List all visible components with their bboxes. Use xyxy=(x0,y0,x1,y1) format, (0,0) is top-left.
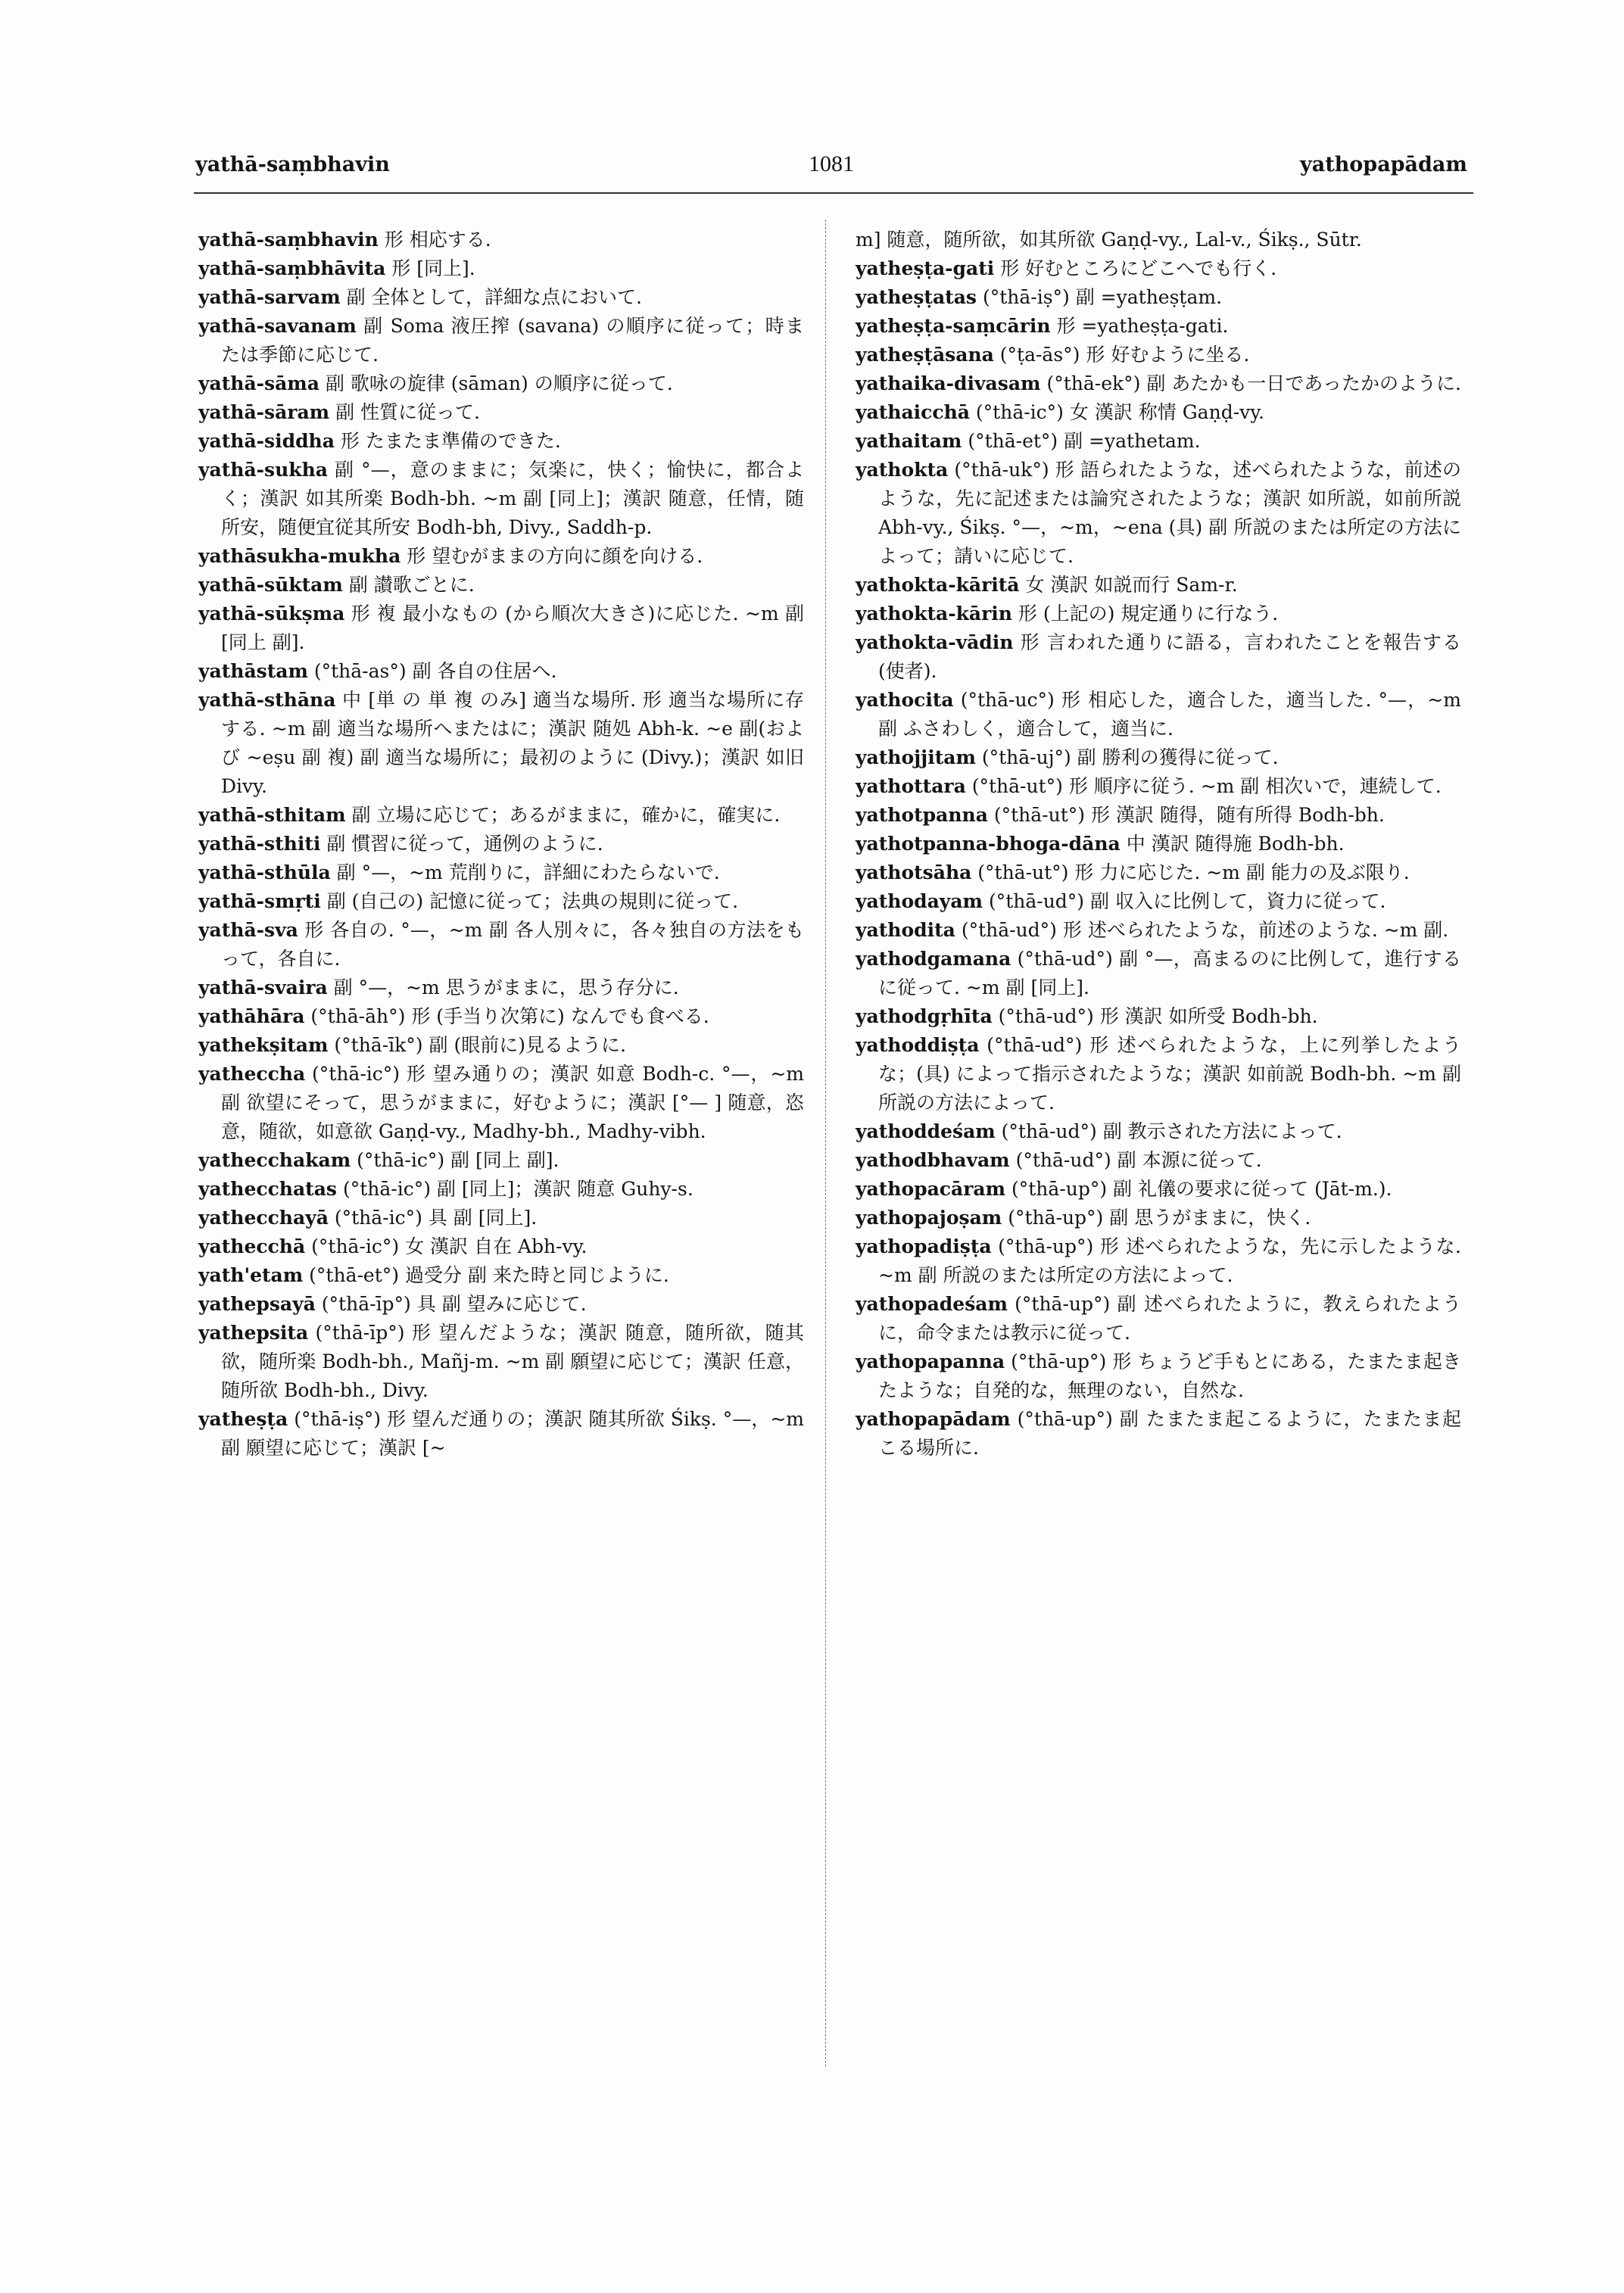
definition: 形 たまたま準備のできた. xyxy=(340,430,561,452)
definition: (°thā-ic°) 具 副 [同上]. xyxy=(334,1207,538,1229)
dictionary-entry xyxy=(198,542,804,571)
headword: yathā-sūktam xyxy=(198,574,343,596)
headword: yathokta xyxy=(856,459,949,481)
definition: (°thā-et°) 過受分 副 来た時と同じように. xyxy=(309,1264,669,1286)
definition: (°thā-ud°) 形 述べられたような，前述のような. ~m 副. xyxy=(961,919,1449,941)
headword: yathodayam xyxy=(856,890,983,912)
headword: yathepsita xyxy=(198,1322,309,1344)
definition: 形 (上記の) 規定通りに行なう. xyxy=(1018,603,1279,625)
dictionary-entry xyxy=(856,456,1461,571)
dictionary-entry xyxy=(198,887,804,916)
definition: (°thā-āh°) 形 (手当り次第に) なんでも食べる. xyxy=(310,1005,709,1027)
definition: (°thā-ut°) 形 力に応じた. ~m 副 能力の及ぶ限り. xyxy=(977,861,1410,883)
headword: yathecchа xyxy=(198,1063,306,1085)
headword: yathopadiṣṭa xyxy=(856,1235,992,1257)
dictionary-entry xyxy=(856,312,1461,341)
headword: yathotpanna xyxy=(856,804,988,826)
definition: 副 歌咏の旋律 (sāman) の順序に従って. xyxy=(325,372,673,394)
dictionary-entry xyxy=(198,571,804,600)
headword: yatheṣṭatas xyxy=(856,286,977,308)
headword: yathokta-vādin xyxy=(856,631,1014,653)
dictionary-entry xyxy=(856,398,1461,427)
definition: 女 漢訳 如説而行 Sam-r. xyxy=(1025,574,1238,596)
definition: 形 言われた通りに語る，言われたことを報告する (使者). xyxy=(878,631,1461,682)
definition: 副 °—，~m 荒削りに，詳細にわたらないで. xyxy=(336,861,720,883)
definition: (°thā-īp°) 形 望んだような；漢訳 随意，随所欲，随其欲，随所楽 Bodh-bh., Mañj-m. ~m 副 願望に応じて；漢訳 任意，随所欲 Bodh-bh., Divy. xyxy=(221,1322,804,1401)
dictionary-entry xyxy=(856,571,1461,600)
right-column xyxy=(856,226,1461,1463)
headword: yathaika-divasam xyxy=(856,372,1041,394)
headword: yathā-sukha xyxy=(198,459,328,481)
dictionary-entry xyxy=(198,974,804,1002)
headword: yathojjitam xyxy=(856,746,976,768)
headword: yathokta-kārin xyxy=(856,603,1012,625)
headword: yathopajoṣam xyxy=(856,1207,1002,1229)
dictionary-entry xyxy=(198,657,804,686)
page-number: 1081 xyxy=(809,151,854,176)
definition: (°thā-ut°) 形 順序に従う. ~m 副 相次いで，連続して. xyxy=(971,775,1442,797)
definition: 副 全体として，詳細な点において. xyxy=(346,286,643,308)
definition: (°thā-up°) 形 述べられたような，先に示したような. ~m 副 所説のまたは所定の方法によって. xyxy=(878,1235,1461,1286)
headword: yathecchakam xyxy=(198,1149,351,1171)
definition: 副 性質に従って. xyxy=(335,401,480,423)
definition: (°thā-ic°) 女 漢訳 自在 Abh-vy. xyxy=(311,1235,588,1257)
dictionary-entry xyxy=(198,600,804,657)
definition: (°thā-uc°) 形 相応した，適合した，適当した. °—，~m 副 ふさわしく，適合して，適当に. xyxy=(878,689,1461,740)
definition: (°thā-īk°) 副 (眼前に)見るように. xyxy=(334,1034,626,1056)
headword: yathekṣitam xyxy=(198,1034,329,1056)
dictionary-entry xyxy=(856,1290,1461,1347)
headword: yatheṣṭa-gati xyxy=(856,257,995,279)
headword: yathodgamana xyxy=(856,948,1011,970)
dictionary-entry xyxy=(856,600,1461,628)
dictionary-entry xyxy=(198,1204,804,1232)
definition: (°thā-ud°) 副 教示された方法によって. xyxy=(1001,1120,1342,1142)
definition: (°ṭa-ās°) 形 好むように坐る. xyxy=(999,344,1250,366)
dictionary-entry xyxy=(198,1175,804,1204)
dictionary-entry xyxy=(198,398,804,427)
dictionary-entry xyxy=(198,830,804,858)
definition: (°thā-up°) 副 述べられたように，教えられたように，命令または教示に従って. xyxy=(878,1293,1461,1344)
definition: (°thā-iṣ°) 形 望んだ通りの；漢訳 随其所欲 Śikṣ. °—，~m 副 願望に応じて；漢訳 [~ xyxy=(221,1408,804,1459)
definition: (°thā-ud°) 形 述べられたような，上に列挙したような；(具) によって指示されたような；漢訳 如前説 Bodh-bh. ~m 副 所説の方法によって. xyxy=(878,1034,1461,1114)
dictionary-entry xyxy=(198,916,804,974)
dictionary-entry xyxy=(198,427,804,456)
definition: (°thā-as°) 副 各自の住居へ. xyxy=(313,660,557,682)
headword: yath'etam xyxy=(198,1264,304,1286)
page-header xyxy=(195,153,1467,183)
dictionary-entry xyxy=(198,1031,804,1060)
headword: yathā-sarvam xyxy=(198,286,341,308)
headword: yathodgṛhīta xyxy=(856,1005,993,1027)
headword: yathopapādam xyxy=(856,1408,1011,1430)
definition: (°thā-ic°) 女 漢訳 称情 Gaṇḍ-vy. xyxy=(975,401,1265,423)
definition: (°thā-up°) 形 ちょうど手もとにある，たまたま起きたような；自発的な，無理のない，自然な. xyxy=(878,1351,1461,1401)
dictionary-entry xyxy=(856,916,1461,945)
dictionary-entry xyxy=(856,1347,1461,1405)
dictionary-entry xyxy=(856,858,1461,887)
definition: (°thā-īp°) 具 副 望みに応じて. xyxy=(321,1293,587,1315)
headword: yathā-sāma xyxy=(198,372,320,394)
dictionary-entry xyxy=(198,1319,804,1405)
definition: (°thā-ud°) 副 収入に比例して，資力に従って. xyxy=(988,890,1386,912)
definition: (°thā-ud°) 形 漢訳 如所受 Bodh-bh. xyxy=(998,1005,1318,1027)
definition: 中 [単 の 単 複 のみ] 適当な場所. 形 適当な場所に存する. ~m 副 適当な場所へまたはに；漢訳 随処 Abh-k. ~e 副(および ~eṣu 副 複) 副 適当な場所に；最初のように (Divy.)；漢訳 如旧 Divy. xyxy=(221,689,804,797)
headword: yathodbhavam xyxy=(856,1149,1010,1171)
headword: yatheṣṭa-saṃcārin xyxy=(856,315,1051,337)
dictionary-entry xyxy=(856,686,1461,743)
definition: 形 各自の. °—，~m 副 各人別々に，各々独自の方法をもって，各自に. xyxy=(221,919,805,970)
definition: (°thā-up°) 副 思うがままに，快く. xyxy=(1008,1207,1311,1229)
headword: yathotpanna-bhoga-dāna xyxy=(856,833,1121,855)
dictionary-entry xyxy=(856,369,1461,398)
dictionary-entry xyxy=(856,1117,1461,1146)
definition: 副 °—，~m 思うがままに，思う存分に. xyxy=(333,977,679,999)
definition: 形 好むところにどこへでも行く. xyxy=(1000,257,1277,279)
dictionary-entry xyxy=(856,1002,1461,1031)
headword: yathāhāra xyxy=(198,1005,305,1027)
definition: (°thā-iṣ°) 副 =yatheṣṭam. xyxy=(982,286,1223,308)
definition: (°thā-ic°) 副 [同上]；漢訳 随意 Guhy-s. xyxy=(342,1178,694,1200)
definition: 副 讃歌ごとに. xyxy=(348,574,475,596)
headword: yathecchā xyxy=(198,1235,306,1257)
dictionary-entry xyxy=(198,1290,804,1319)
dictionary-entry xyxy=(856,830,1461,858)
headword: yathā-sthūla xyxy=(198,861,331,883)
definition: (°thā-ut°) 形 漢訳 随得，随有所得 Bodh-bh. xyxy=(993,804,1385,826)
definition: 形 相応する. xyxy=(384,229,491,251)
headword: yathottara xyxy=(856,775,966,797)
definition: (°thā-et°) 副 =yathetam. xyxy=(968,430,1201,452)
dictionary-entry xyxy=(856,1031,1461,1117)
header-rule xyxy=(194,192,1473,194)
dictionary-entry xyxy=(856,283,1461,312)
dictionary-entry xyxy=(856,887,1461,916)
headword: yathā-sva xyxy=(198,919,298,941)
dictionary-entry xyxy=(856,341,1461,369)
headword: yathāstam xyxy=(198,660,308,682)
dictionary-entry xyxy=(198,226,804,254)
headword: yathaitam xyxy=(856,430,962,452)
headword: yathā-sūkṣma xyxy=(198,603,345,625)
headword: yathaicchā xyxy=(856,401,970,423)
headword: yathā-svaira xyxy=(198,977,328,999)
dictionary-entry xyxy=(856,254,1461,283)
headword: yathā-sāram xyxy=(198,401,330,423)
definition: (°thā-ek°) 副 あたかも一日であったかのように. xyxy=(1046,372,1461,394)
headword: yathoddeśam xyxy=(856,1120,996,1142)
headword: yatheṣṭāsana xyxy=(856,344,994,366)
headword: yathā-saṃbhāvita xyxy=(198,257,386,279)
definition: 形 [同上]. xyxy=(391,257,475,279)
dictionary-entry xyxy=(856,1405,1461,1463)
dictionary-entry xyxy=(198,312,804,369)
dictionary-entry xyxy=(198,369,804,398)
dictionary-entry xyxy=(856,1175,1461,1204)
definition: (°thā-up°) 副 たまたま起こるように，たまたま起こる場所に. xyxy=(878,1408,1461,1459)
headword: yathā-sthiti xyxy=(198,833,321,855)
dictionary-entry xyxy=(198,456,804,542)
definition: (°thā-uj°) 副 勝利の獲得に従って. xyxy=(981,746,1279,768)
definition: (°thā-ic°) 副 [同上 副]. xyxy=(357,1149,560,1171)
definition: 形 =yatheṣṭa-gati. xyxy=(1056,315,1229,337)
definition: 形 望むがままの方向に顔を向ける. xyxy=(407,545,703,567)
dictionary-entry xyxy=(198,1060,804,1146)
headword: yathokta-kāritā xyxy=(856,574,1020,596)
left-column xyxy=(198,226,804,1463)
headword: yathodita xyxy=(856,919,955,941)
definition: m] 随意，随所欲，如其所欲 Gaṇḍ-vy., Lal-v., Śikṣ., Sūtr. xyxy=(856,229,1362,251)
column-divider xyxy=(825,220,826,2067)
dictionary-entry xyxy=(856,743,1461,772)
definition: (°thā-up°) 副 礼儀の要求に従って (Jāt-m.). xyxy=(1011,1178,1392,1200)
definition: 副 °—，意のままに；気楽に，快く；愉快に，都合よく；漢訳 如其所楽 Bodh-bh. ~m 副 [同上]；漢訳 随意，任情，随所安，随便宜従其所安 Bodh-bh, Divy., Saddh-p. xyxy=(221,459,804,538)
dictionary-entry xyxy=(198,1405,804,1463)
dictionary-entry xyxy=(198,1146,804,1175)
dictionary-entry xyxy=(856,1232,1461,1290)
dictionary-entry xyxy=(856,945,1461,1002)
dictionary-entry xyxy=(198,1261,804,1290)
dictionary-entry xyxy=(198,801,804,830)
headword: yathopadeśam xyxy=(856,1293,1008,1315)
definition: 副 (自己の) 記憶に従って；法典の規則に従って. xyxy=(326,890,739,912)
headword: yathecchatas xyxy=(198,1178,337,1200)
definition: (°thā-uk°) 形 語られたような，述べられたような，前述のような，先に記述または論究されたような；漢訳 如所説，如前所説 Abh-vy., Śikṣ. °—，~m，~ena (具) 副 所説のまたは所定の方法によって；請いに応じて. xyxy=(878,459,1461,567)
dictionary-entry xyxy=(198,1002,804,1031)
dictionary-entry xyxy=(856,427,1461,456)
dictionary-entry xyxy=(856,801,1461,830)
dictionary-entry xyxy=(198,283,804,312)
definition: (°thā-ud°) 副 本源に従って. xyxy=(1015,1149,1262,1171)
definition: (°thā-ud°) 副 °—，高まるのに比例して，進行するに従って. ~m 副 [同上]. xyxy=(878,948,1461,999)
headword: yathā-saṃbhavin xyxy=(198,229,379,251)
headword: yathā-sthitam xyxy=(198,804,346,826)
headword: yathā-siddha xyxy=(198,430,335,452)
running-head-left: yathā-saṃbhavin xyxy=(195,153,390,176)
headword: yathopacāram xyxy=(856,1178,1006,1200)
headword: yathepsayā xyxy=(198,1293,316,1315)
dictionary-entry xyxy=(856,628,1461,686)
headword: yathecchayā xyxy=(198,1207,329,1229)
headword: yathopapanna xyxy=(856,1351,1005,1372)
definition: 副 慣習に従って，通例のように. xyxy=(326,833,603,855)
headword: yathoddiṣṭa xyxy=(856,1034,980,1056)
headword: yathocita xyxy=(856,689,954,711)
definition: 副 Soma 液圧搾 (savana) の順序に従って；時または季節に応じて. xyxy=(221,315,804,366)
definition: 形 複 最小なもの (から順次大きさ)に応じた. ~m 副 [同上 副]. xyxy=(221,603,804,653)
running-head-right: yathopapādam xyxy=(1300,153,1467,176)
definition: (°thā-ic°) 形 望み通りの；漢訳 如意 Bodh-c. °—，~m 副 欲望にそって，思うがままに，好むように；漢訳 [°— ] 随意，恣意，随欲，如意欲 Gaṇḍ-vy., Madhy-bh., Madhy-vibh. xyxy=(221,1063,804,1142)
dictionary-entry xyxy=(856,1146,1461,1175)
dictionary-entry xyxy=(856,772,1461,801)
definition: 副 立場に応じて；あるがままに，確かに，確実に. xyxy=(351,804,781,826)
dictionary-entry xyxy=(198,1232,804,1261)
dictionary-entry xyxy=(856,1204,1461,1232)
dictionary-entry xyxy=(856,226,1461,254)
headword: yathotsāha xyxy=(856,861,972,883)
headword: yathāsukha-mukha xyxy=(198,545,401,567)
dictionary-entry xyxy=(198,254,804,283)
dictionary-entry xyxy=(198,686,804,801)
headword: yathā-smṛti xyxy=(198,890,321,912)
headword: yathā-sthāna xyxy=(198,689,336,711)
headword: yathā-savanam xyxy=(198,315,357,337)
headword: yatheṣṭa xyxy=(198,1408,288,1430)
dictionary-entry xyxy=(198,858,804,887)
definition: 中 漢訳 随得施 Bodh-bh. xyxy=(1126,833,1345,855)
